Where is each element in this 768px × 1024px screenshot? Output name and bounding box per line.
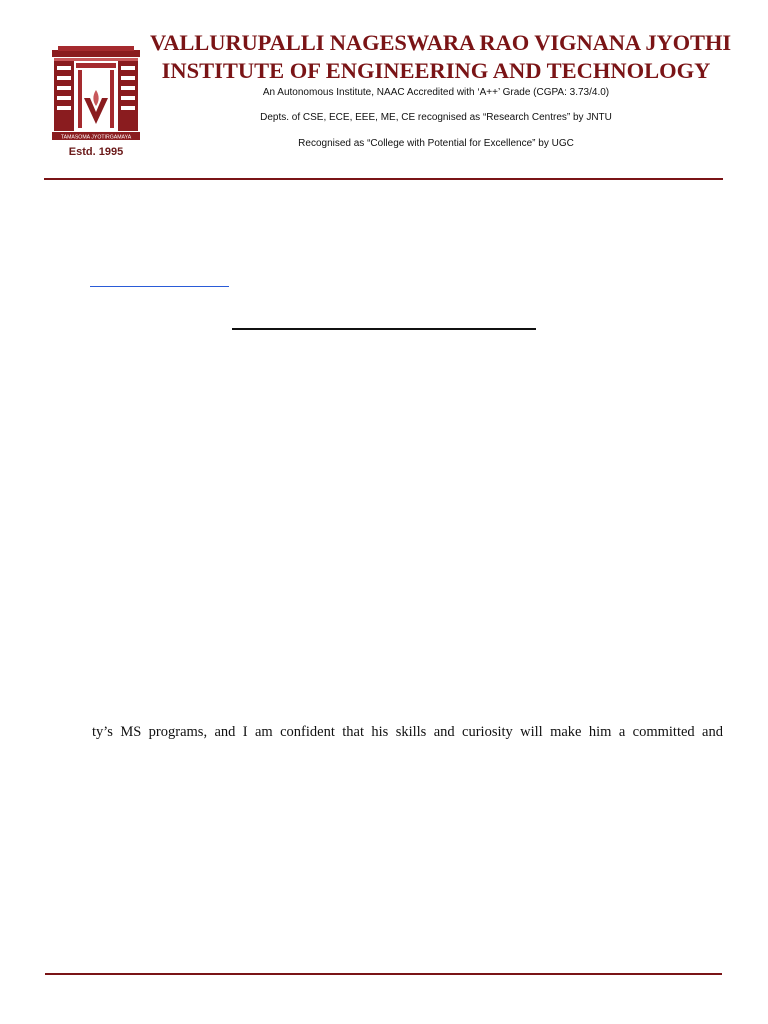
letter-body-line: ty’s MS programs, and I am confident that his skills and curiosity will make him a committed and	[92, 724, 723, 740]
institute-name-line1: VALLURUPALLI NAGESWARA RAO VIGNANA JYOTHI	[150, 30, 731, 55]
svg-text:TAMASOMA JYOTIRGAMAYA: TAMASOMA JYOTIRGAMAYA	[60, 134, 132, 141]
institute-logo	[48, 46, 148, 164]
excellence-tagline: Recognised as “College with Potential for Excellence” by UGC	[298, 138, 574, 149]
hyperlink-underline[interactable]	[90, 286, 229, 287]
title-underline	[232, 328, 536, 330]
research-centres-tagline: Depts. of CSE, ECE, EEE, ME, CE recognised as “Research Centres” by JNTU	[260, 112, 612, 123]
letterhead	[0, 0, 768, 185]
established-label: Estd. 1995	[68, 146, 124, 158]
accreditation-tagline: An Autonomous Institute, NAAC Accredited with ‘A++’ Grade (CGPA: 3.73/4.0)	[262, 87, 610, 98]
header-divider	[44, 178, 723, 180]
gopuram-emblem-icon	[48, 46, 144, 146]
footer-divider	[45, 973, 722, 975]
institute-name-line2: INSTITUTE OF ENGINEERING AND TECHNOLOGY	[161, 58, 711, 83]
